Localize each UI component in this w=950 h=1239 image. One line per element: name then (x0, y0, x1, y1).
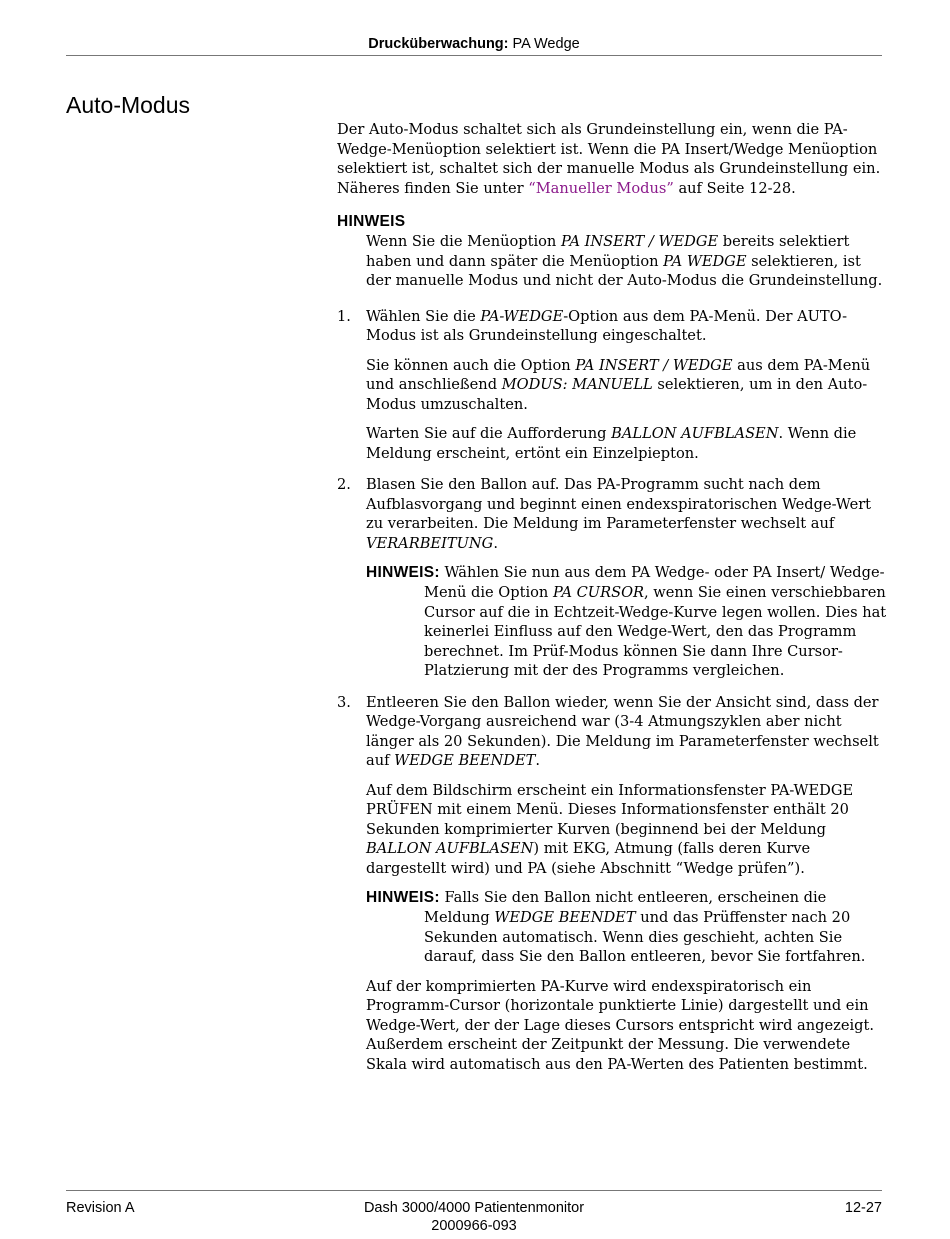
footer-revision: Revision A (66, 1200, 135, 1216)
note-heading: HINWEIS: (366, 564, 440, 581)
step-1-paragraph-1: Wählen Sie die PA-WEDGE-Option aus dem PA-Menü. Der AUTO-Modus ist als Grundeinstellung eingeschaltet. (366, 307, 848, 344)
note-heading: HINWEIS (337, 213, 406, 230)
main-content (337, 120, 887, 1086)
section-title: Auto-Modus (66, 92, 191, 118)
step-1-paragraph-3: Warten Sie auf die Aufforderung BALLON AUFBLASEN. Wenn die Meldung erscheint, ertönt ein Einzelpiepton. (366, 425, 857, 462)
footer-rule (66, 1190, 882, 1191)
step-2-paragraph-1: Blasen Sie den Ballon auf. Das PA-Programm sucht nach dem Aufblasvorgang und beginnt einen endexspiratorischen Wedge-Wert zu verarbeiten. Die Meldung im Parameterfenster wechselt auf VERARBEITUNG. (366, 476, 872, 552)
note-heading: HINWEIS: (366, 889, 440, 906)
step-3-paragraph-3: Auf der komprimierten PA-Kurve wird endexspiratorisch ein Programm-Cursor (horizontale punktierte Linie) dargestellt und ein Wedge-Wert, der der Lage dieses Cursors entspricht wird angezeigt. Außerdem erscheint der Zeitpunkt der Messung. Die verwendete Skala wird automatisch aus den PA-Werten des Patienten bestimmt. (366, 977, 874, 1073)
note-text: Wenn Sie die Menüoption PA INSERT / WEDGE bereits selektiert haben und dann später die Menüoption PA WEDGE selektieren, ist der manuelle Modus und nicht der Auto-Modus die Grundeinstellung. (366, 233, 883, 289)
step-1-paragraph-2: Sie können auch die Option PA INSERT / WEDGE aus dem PA-Menü und anschließend MODUS: MANUELL selektieren, um in den Auto-Modus umzuschalten. (366, 356, 871, 413)
intro-paragraph: Der Auto-Modus schaltet sich als Grundeinstellung ein, wenn die PA-Wedge-Menüoption selektiert ist. Wenn die PA Insert/Wedge Menüoption selektiert ist, schaltet sich der manuelle Modus als Grundeinstellung ein. Näheres finden Sie unter “Manueller Modus” auf Seite 12-28. (337, 121, 881, 197)
running-header (66, 36, 882, 52)
step-number: 2. (337, 476, 351, 493)
footer-page-number: 12-27 (844, 1200, 882, 1216)
footer-product (66, 1199, 882, 1235)
manueller-modus-link[interactable]: “Manueller Modus” (528, 179, 674, 197)
footer-part-number: 2000966-093 (431, 1218, 517, 1234)
header-rule (66, 55, 882, 56)
step-3-paragraph-2: Auf dem Bildschirm erscheint ein Informationsfenster PA-WEDGE PRÜFEN mit einem Menü. Dieses Informationsfenster enthält 20 Sekunden komprimierter Kurven (beginnend bei der Meldung BALLON AUFBLASEN) mit EKG, Atmung (falls deren Kurve dargestellt wird) und PA (siehe Abschnitt “Wedge prüfen”). (366, 781, 854, 877)
header-topic: PA Wedge (512, 36, 580, 52)
step-3-paragraph-1: Entleeren Sie den Ballon wieder, wenn Sie der Ansicht sind, dass der Wedge-Vorgang ausreichend war (3-4 Atmungszyklen aber nicht länger als 20 Sekunden). Die Meldung im Parameterfenster wechselt auf WEDGE BEENDET. (366, 693, 879, 769)
step-number: 1. (337, 307, 351, 325)
step-2-note: HINWEIS: Wählen Sie nun aus dem PA Wedge- oder PA Insert/ Wedge-Menü die Option PA CURSOR, wenn Sie einen verschiebbaren Cursor auf die in Echtzeit-Wedge-Kurve legen wollen. Dies hat keinerlei Einfluss auf den Wedge-Wert, den das Programm berechnet. Im Prüf-Modus können Sie dann Ihre Cursor-Platzierung mit der des Programms vergleichen. (366, 564, 887, 679)
step-number: 3. (337, 693, 351, 711)
step-3 (337, 693, 887, 1075)
header-chapter: Drucküberwachung: (368, 36, 509, 52)
footer-product-name: Dash 3000/4000 Patientenmonitor (363, 1200, 585, 1216)
step-3-note: HINWEIS: Falls Sie den Ballon nicht entleeren, erscheinen die Meldung WEDGE BEENDET und das Prüffenster nach 20 Sekunden automatisch. Wenn dies geschieht, achten Sie darauf, dass Sie den Ballon entleeren, bevor Sie fortfahren. (366, 889, 866, 965)
note-block-1 (337, 212, 887, 291)
step-2 (337, 475, 887, 681)
step-1 (337, 307, 887, 464)
